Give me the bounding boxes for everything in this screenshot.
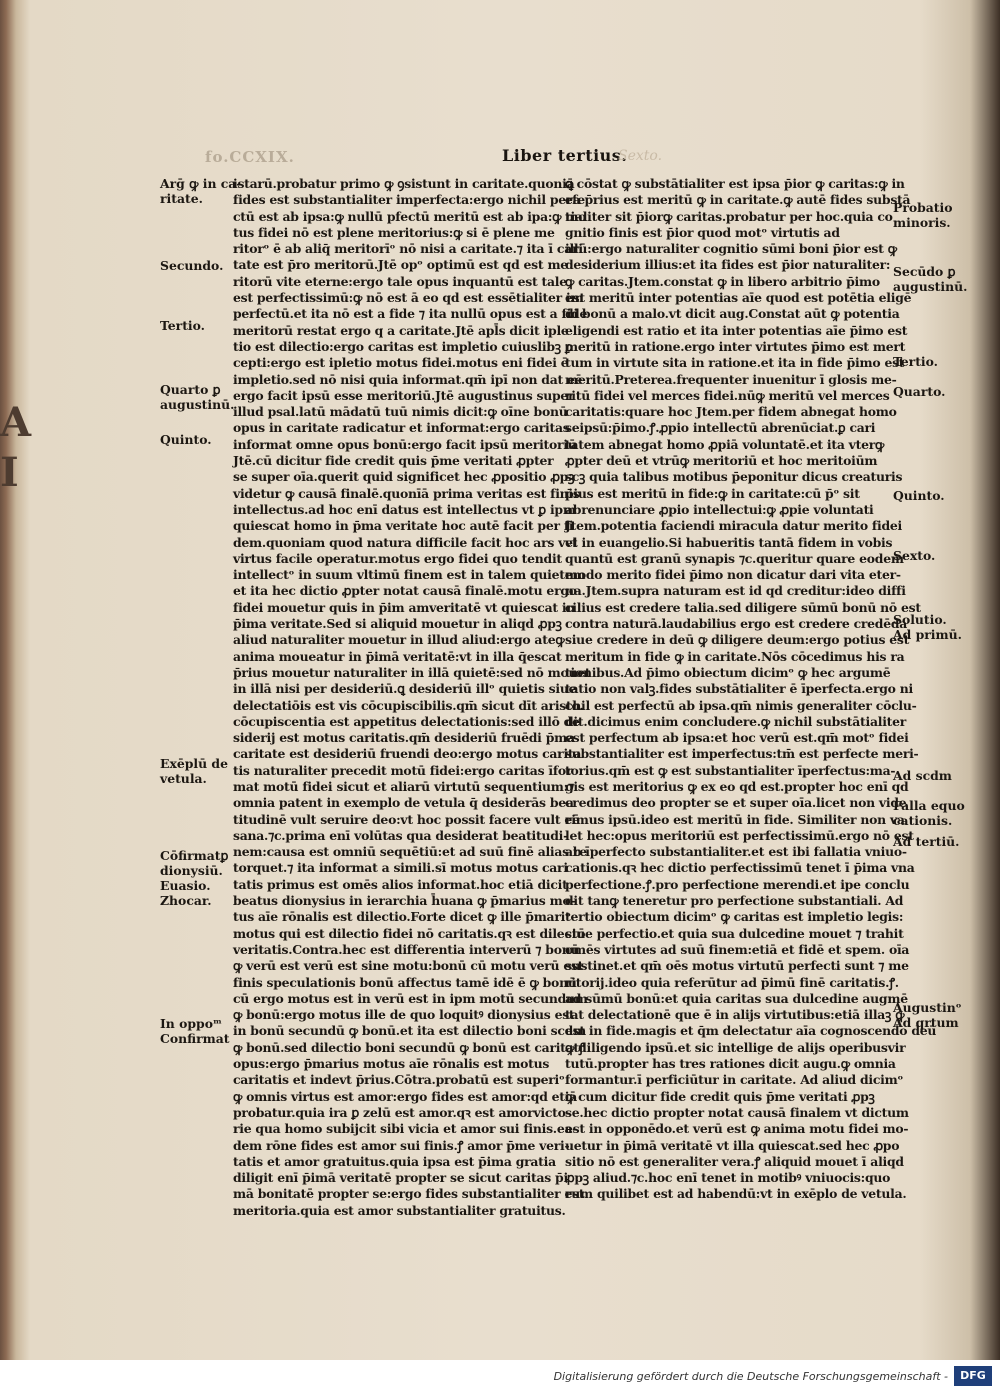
text-line: substantialiter est imperfectus:tm̄ est perfecte meri-: [565, 746, 919, 762]
text-line: tat delectationē que ē in alijs virtutibus:etiā illaꝫ ꝙ: [565, 1007, 905, 1023]
text-line: nem:causa est omniū sequētiū:et ad suū finē alias re: [233, 844, 587, 860]
text-line: intellectᵒ in suum vltimū finem est in talem quietem: [233, 567, 586, 583]
text-line: se super oīa.querit quid significet hec ꝓpositio ꝓpꝫ: [233, 469, 575, 485]
text-line: formantur.ī perficiūtur in caritate. Ad aliud dicimᵒ: [565, 1072, 904, 1088]
text-line: ad sūmū bonū:et quia caritas sua dulcedine augmē: [565, 990, 908, 1006]
text-line: est in opponēdo.et verū est ꝙ anima motu fidei mo-: [565, 1121, 909, 1137]
text-line: caritate est desideriū fruendi deo:ergo motus carita: [233, 746, 582, 762]
text-line: ritorū vite eterne:ergo tale opus inquantū est tale: [233, 273, 567, 289]
margin-note: Cōfirmatꝑ dionysiū. Euasio. Zhocar.: [160, 848, 229, 908]
text-line: dem.quoniam quod natura difficile facit hoc ars vel: [233, 534, 578, 550]
text-line: modo merito fidei p̄imo non dicatur dari vita eter-: [565, 567, 901, 583]
margin-note: Quinto.: [160, 432, 212, 447]
text-line: sana.⁊c.prima enī volūtas qua desiderat beatitudi-: [233, 827, 568, 843]
text-line: quantū est granū synapis ⁊c.queritur quare eodem: [565, 550, 904, 566]
text-line: eligendi est ratio et ita inter potentias aīe p̄imo est: [565, 322, 908, 338]
margin-note: Quarto.: [893, 384, 946, 399]
text-line: seipsū:p̄imo.ꝭ.ꝓpio intellectū abrenūciat.ꝑ cari: [565, 420, 876, 436]
text-line: est in fide.magis et q̄m delectatur aīa cognoscendo deū: [565, 1023, 937, 1039]
text-line: ꝙ caritas.Jtem.constat ꝙ in libero arbitrio p̄imo: [565, 273, 880, 289]
margin-note: Augustinᵒ Ad qrtum: [893, 1000, 962, 1030]
text-line: dit tanꝙ teneretur pro perfectione substantiali. Ad: [565, 893, 904, 909]
text-line: meritū in ratione.ergo inter virtutes p̄imo est mert: [565, 338, 906, 354]
text-line: desiderium illius:et ita fides est p̄ior naturaliter:: [565, 257, 891, 273]
text-line: meritū.Preterea.frequenter inuenitur ī glosis me-: [565, 371, 897, 387]
page-title: Liber tertius.: [502, 146, 628, 165]
text-line: tertio obiectum dicimᵒ ꝙ caritas est impletio legis:: [565, 909, 904, 925]
text-line: rum quilibet est ad habendū:vt in exēplo de vetula.: [565, 1186, 907, 1202]
text-line: finis speculationis bonū affectus tamē idē ē ꝙ bonū: [233, 974, 577, 990]
margin-note: Falla equo cationis.: [893, 798, 965, 828]
text-line: vt in euangelio.Si habueritis tantā fidem in vobis: [565, 534, 893, 550]
text-line: caritatis:quare hoc Jtem.per fidem abnegat homo: [565, 404, 897, 420]
text-line: ꝓpter deū et vtrūꝙ meritoriū et hoc meritoiūm: [565, 453, 878, 469]
text-line: tus aīe rōnalis est dilectio.Forte dicet ꝙ ille p̄mariᵒ: [233, 909, 571, 925]
show-through-text: Sexto.: [618, 148, 663, 164]
text-line: scꝫ quia talibus motibus p̄eponitur dicus creaturis: [565, 469, 903, 485]
text-line: ab īperfecto substantialiter.et est ibi fallatia vniuo-: [565, 844, 907, 860]
footer-bar: [0, 1360, 1000, 1392]
text-line: tatem abnegat homo ꝓpiā voluntatē.et ita vterꝙ: [565, 436, 885, 452]
margin-note: Quinto.: [893, 488, 945, 503]
margin-note: Solutio. Ad primū.: [893, 612, 962, 642]
text-line: cationis.qꝛ hec dictio perfectissimū tenet ī p̄ima vna: [565, 860, 915, 876]
text-line: rimus ipsū.ideo est meritū in fide. Similiter non va: [565, 811, 905, 827]
text-line: sustinet.et qm̄ oēs motus virtutū perfecti sunt ⁊ me: [565, 958, 909, 974]
text-line: tialiter sit p̄iorꝙ caritas.probatur per hoc.quia co: [565, 208, 893, 224]
text-line: tate est p̄ro meritorū.Jtē opᵒ optimū est qd est me: [233, 257, 568, 273]
text-line: tatio non valꝫ.fides substātialiter ē īperfecta.ergo ni: [565, 681, 913, 697]
dfg-logo: DFG: [954, 1366, 992, 1386]
text-line: istarū.probatur primo ꝙ ꝯsistunt in caritate.quoniā: [233, 176, 575, 191]
text-line: est perfectum ab ipsa:et hoc verū est.qm̄ motᵒ fidei: [565, 730, 909, 746]
text-line: fides est substantialiter imperfecta:ergo nichil perfe: [233, 192, 585, 208]
text-line: tis naturaliter precedit motū fidei:ergo caritas īfor: [233, 762, 573, 778]
text-line: let hec:opus meritoriū est perfectissimū.ergo nō est: [565, 827, 914, 843]
text-line: mat motū fidei sicut et aliarū virtutū sequentium:⁊: [233, 778, 574, 794]
margin-note: Exēplū de vetula.: [160, 756, 228, 786]
margin-note: Tertio.: [160, 318, 205, 333]
text-line: veritatis.Contra.hec est differentia interverū ⁊ bonū: [233, 941, 580, 957]
text-line: est perfectissimū:ꝙ nō est ā eo qd est essētialiter im: [233, 290, 584, 306]
text-line: p̄ima veritate.Sed si aliquid mouetur in aliqd ꝓpꝫ: [233, 616, 562, 632]
text-line: aliud naturaliter mouetur in illud aliud:ergo ateꝙ: [233, 632, 565, 648]
foliation-number: fo.CCXIX.: [205, 148, 295, 166]
text-line: tutū.propter has tres rationes dicit augu.ꝙ omnia: [565, 1056, 896, 1072]
text-line: anima moueatur in p̄imā veritatē:vt in illa q̄escat: [233, 648, 562, 664]
text-line: sitio nō est generaliter vera.ꝭ aliquid mouet ī aliqd: [565, 1153, 904, 1169]
text-line: di bonū a malo.vt dicit aug.Constat aūt ꝙ potentia: [565, 306, 900, 322]
show-through-edge: A I: [0, 399, 32, 496]
text-line: caritatis et indevt p̄rius.Cōtra.probatū est superiᵒ: [233, 1072, 565, 1088]
margin-note: Secundo.: [160, 258, 224, 273]
text-line: Jtem.potentia faciendi miracula datur merito fidei: [565, 518, 902, 534]
text-line: opus:ergo p̄marius motus aīe rōnalis est motus: [233, 1056, 550, 1072]
text-line: torquet.⁊ ita informat a simili.sī motus motus cari: [233, 860, 568, 876]
text-line: ꝙ bonū.sed dilectio boni secundū ꝙ bonū est caritatꝭ: [233, 1039, 585, 1055]
text-line: gis est meritorius ꝙ ex eo qd est.propter hoc enī qd: [565, 778, 909, 794]
text-line: dit.dicimus enim concludere.ꝙ nichil substātialiter: [565, 713, 907, 729]
text-line: torius.qm̄ est ꝙ est substantialiter īperfectus:ma-: [565, 762, 896, 778]
text-line: tatis et amor gratuitus.quia ipsa est p̄ima gratia: [233, 1153, 556, 1169]
text-line: tum in virtute sita in ratione.et ita in fide p̄imo est: [565, 355, 905, 371]
margin-note: Arḡ ꝙ in ca- ritate.: [160, 176, 242, 206]
text-line: illū:ergo naturaliter cognitio sūmi boni p̄ior est ꝙ: [565, 241, 897, 257]
text-line: tus fidei nō est plene meritorius:ꝙ si ē plene me: [233, 224, 555, 240]
text-line: probatur.quia ira ꝑ zelū est amor.qꝛ est amorvicto-: [233, 1104, 571, 1120]
text-line: cepti:ergo est ipletio motus fidei.motus eni fidei ē: [233, 355, 569, 371]
text-line: omēs virtutes ad suū finem:etiā et fidē et spem. oīa: [565, 941, 910, 957]
margin-note: Secūdo ꝑ augustinū.: [893, 264, 968, 294]
margin-note: Tertio.: [893, 354, 938, 369]
text-line: ꝙ omnis virtus est amor:ergo fides est amor:qd etiā: [233, 1088, 578, 1104]
text-line: rie qua homo subijcit sibi vicia et amor sui finis.ea-: [233, 1121, 578, 1137]
text-line: meritoria.quia est amor substantialiter gratuitus.: [233, 1202, 566, 1218]
text-line: impletio.sed nō nisi quia informat.qm̄ ipī non dat eē: [233, 371, 583, 387]
text-line: ꝗ cōstat ꝙ substātialiter est ipsa p̄ior ꝙ caritas:ꝙ in: [565, 176, 905, 191]
text-line: contra naturā.laudabilius ergo est credere credēda: [565, 616, 908, 632]
text-line: gnitio finis est p̄ior quod motᵒ virtutis ad: [565, 224, 840, 240]
text-line: in bonū secundū ꝙ bonū.et ita est dilectio boni scdm: [233, 1023, 586, 1039]
text-line: est meritū inter potentias aīe quod est potētia eligē: [565, 290, 912, 306]
text-line: Jtē.cū dicitur fide credit quis p̄me veritati ꝓpter: [233, 453, 554, 469]
text-line: siue credere in deū ꝙ diligere deum:ergo potius est: [565, 632, 910, 648]
margin-note: Ad scdm: [893, 768, 952, 783]
margin-note: Probatio minoris.: [893, 200, 953, 230]
text-line: opus in caritate radicatur et informat:ergo caritas: [233, 420, 570, 436]
text-line: beatus dionysius in ierarchia h̄uana ꝙ p̄marius mo-: [233, 893, 576, 909]
text-line: tio est dilectio:ergo caritas est impletio cuiuslibꝫ ꝑ: [233, 338, 573, 354]
text-line: siderij est motus caritatis.qm̄ desideriū fruēdi p̄ma: [233, 730, 575, 746]
footer-credit: Digitalisierung gefördert durch die Deutsche Forschungsgemeinschaft -: [553, 1370, 948, 1383]
text-line: titudinē vult seruire deo:vt hoc possit facere vult eē: [233, 811, 580, 827]
text-line: omnia patent in exemplo de vetula q̄ desiderās bea: [233, 795, 574, 811]
text-line: mā bonitatē propter se:ergo fides substantialiter est: [233, 1186, 585, 1202]
text-line: ꝙ diligendo ipsū.et sic intellige de alijs operibusvir: [565, 1039, 906, 1055]
text-line: meritorū restat ergo q a caritate.Jtē apl̄s dicit iple: [233, 322, 569, 338]
text-line: diligit enī p̄imā veritatē propter se sicut caritas p̄i: [233, 1170, 568, 1186]
text-line: informat omne opus bonū:ergo facit ipsū meritoriū: [233, 436, 577, 452]
text-line: ritorij.ideo quia referūtur ad p̄imū finē caritatis.ꝭ.: [565, 974, 899, 990]
text-line: tatis primus est omēs alios informat.hoc etiā dicit: [233, 876, 568, 892]
text-line: dem rōne fides est amor sui finis.ꝭ amor p̄me veri-: [233, 1137, 570, 1153]
text-line: in illā nisi per desideriū.ꝗ desideriū illᵒ quietis siue: [233, 681, 577, 697]
text-line: p̄ius est meritū in fide:ꝙ in caritate:cū p̄ᵒ sit: [565, 485, 860, 501]
text-line: illud psal.latū mādatū tuū nimis dicit:ꝙ oīne bonū: [233, 404, 568, 420]
margin-note: Quarto ꝑ augustinū.: [160, 382, 235, 412]
text-line: tionibus.Ad p̄imo obiectum dicimᵒ ꝙ hec argumē: [565, 664, 891, 680]
text-line: ꝙ verū est verū est sine motu:bonū cū motu verū est: [233, 958, 584, 974]
text-line: et ita hec dictio ꝓpter notat causā finalē.motu ergo: [233, 583, 577, 599]
text-line: uetur in p̄imā veritatē vt illa quiescat.sed hec ꝓpo: [565, 1137, 900, 1153]
left-text-column: [233, 176, 591, 1219]
text-line: se.hec dictio propter notat causā finalem vt dictum: [565, 1104, 909, 1120]
text-line: meritum in fide ꝙ in caritate.Nōs cōcedimus his ra: [565, 648, 905, 664]
text-line: ritorᵒ ē ab aliq̄ meritorīᵒ nō nisi a caritate.⁊ ita ī cari: [233, 241, 583, 257]
text-line: na.Jtem.supra naturam est id qd creditur:ideo diffi: [565, 583, 906, 599]
text-line: perfectū.et ita nō est a fide ⁊ ita nullū opus est a fide: [233, 306, 588, 322]
text-line: intellectus.ad hoc enī datus est intellectus vt ꝑ ipm: [233, 501, 576, 517]
text-line: motus qui est dilectio fidei nō caritatis.qꝛ est dilectō: [233, 925, 586, 941]
text-line: delectatiōis est vis cōcupiscibilis.qm̄ sicut dīt aristo.: [233, 697, 584, 713]
text-line: fidei mouetur quis in p̄im amveritatē vt quiescat in: [233, 599, 576, 615]
text-line: ꝓpꝫ aliud.⁊c.hoc enī tenet in motibꝰ vniuocis:quo: [565, 1170, 891, 1186]
margin-note: Sexto.: [893, 548, 936, 563]
text-line: chil est perfectū ab ipsa.qm̄ nimis generaliter cōclu-: [565, 697, 917, 713]
text-line: p̄rius mouetur naturaliter in illā quietē:sed nō mouet: [233, 664, 591, 680]
margin-note: Ad tertiū.: [893, 834, 960, 849]
text-line: cū ergo motus est in verū est in ipm motū secundum: [233, 990, 588, 1006]
text-line: cōcupiscentia est appetitus delectationis:sed illō de: [233, 713, 580, 729]
running-header: [0, 146, 1000, 170]
text-line: cilius est credere talia.sed diligere sūmū bonū nō est: [565, 599, 921, 615]
text-line: virtus facile operatur.motus ergo fidei quo tendit: [233, 550, 562, 566]
text-line: ritū fidei vel merces fidei.nūꝙ meritū vel merces: [565, 387, 890, 403]
text-line: videtur ꝙ causā finalē.quonīā prima veritas est finis: [233, 485, 580, 501]
text-line: siue perfectio.et quia sua dulcedine mouet ⁊ trahit: [565, 925, 904, 941]
text-line: ctū est ab ipsa:ꝙ nullū pfectū meritū est ab ipa:ꝙ mo: [233, 208, 587, 224]
text-line: abrenunciare ꝓpio intellectui:ꝙ ꝓpie voluntati: [565, 501, 874, 517]
text-line: ergo facit ipsū esse meritoriū.Jtē augustinus super: [233, 387, 575, 403]
text-line: ea p̄rius est meritū ꝙ in caritate.ꝙ autē fides substā: [565, 192, 911, 208]
text-line: ꝙ cum dicitur fide credit quis p̄me veritati ꝓpꝫ: [565, 1088, 875, 1104]
text-line: quiescat homo in p̄ma veritate hoc autē facit per fi: [233, 518, 574, 534]
margin-note: In oppoᵐ Confirmat: [160, 1016, 230, 1046]
text-line: ꝙ bonū:ergo motus ille de quo loquitꝰ dionysius est: [233, 1007, 575, 1023]
text-line: perfectione.ꝭ.pro perfectione merendi.et ipe conclu: [565, 876, 910, 892]
text-line: credimus deo propter se et super oīa.licet non vide: [565, 795, 907, 811]
